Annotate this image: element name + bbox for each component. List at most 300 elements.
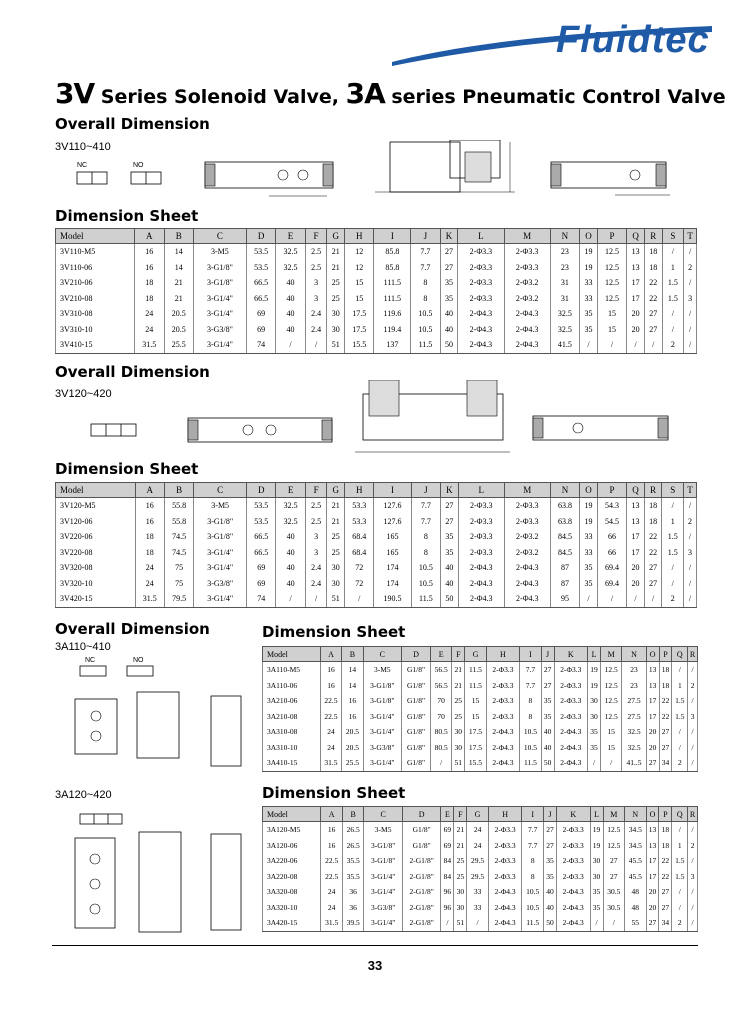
table-cell: 15 bbox=[597, 322, 626, 338]
table-cell: / bbox=[672, 884, 688, 900]
table-cell: 20.5 bbox=[164, 306, 193, 322]
table-cell: 17 bbox=[627, 291, 645, 307]
table-cell: 17.5 bbox=[465, 740, 486, 756]
table-cell: 12.5 bbox=[600, 662, 621, 678]
table-cell: / bbox=[688, 822, 698, 838]
table-cell: 40 bbox=[276, 529, 305, 545]
table-cell: 30 bbox=[590, 869, 603, 885]
table-cell: G1/8" bbox=[402, 709, 431, 725]
overall-dimension-heading: Overall Dimension bbox=[55, 620, 210, 638]
table-cell: 3-G1/8" bbox=[363, 678, 401, 694]
table-cell: 27 bbox=[440, 260, 458, 276]
column-header: K bbox=[440, 229, 458, 244]
table-cell: 1 bbox=[672, 838, 688, 854]
table-cell: 35 bbox=[441, 529, 459, 545]
table-cell: 7.7 bbox=[520, 678, 541, 694]
table-cell: 66 bbox=[597, 529, 626, 545]
table-cell: 27.5 bbox=[622, 693, 646, 709]
table-cell: 27 bbox=[541, 678, 554, 694]
table-row bbox=[263, 662, 698, 678]
table-cell: 2.5 bbox=[305, 244, 327, 260]
table-row bbox=[263, 724, 698, 740]
column-header: K bbox=[556, 807, 590, 822]
table-cell: / bbox=[688, 740, 698, 756]
table-cell: 84 bbox=[441, 869, 454, 885]
table-cell: / bbox=[345, 591, 374, 607]
table-header-row bbox=[56, 229, 697, 244]
column-header: O bbox=[580, 483, 598, 498]
table-cell: 24 bbox=[321, 884, 343, 900]
table-cell: / bbox=[688, 884, 698, 900]
model-cell: 3V210-08 bbox=[56, 291, 135, 307]
table-cell: 24 bbox=[467, 822, 489, 838]
column-header: H bbox=[486, 647, 520, 662]
column-header: P bbox=[597, 483, 626, 498]
table-cell: 26.5 bbox=[342, 838, 364, 854]
table-cell: 2-Φ4.3 bbox=[556, 884, 590, 900]
model-cell: 3A310-10 bbox=[263, 740, 321, 756]
table-cell: 15.5 bbox=[465, 755, 486, 771]
table-row bbox=[56, 244, 697, 260]
table-cell: / bbox=[688, 915, 698, 931]
table-cell: 19 bbox=[580, 260, 598, 276]
table-cell: 40 bbox=[541, 724, 554, 740]
table-cell: 17 bbox=[627, 275, 645, 291]
table-cell: 2-Φ4.3 bbox=[504, 322, 550, 338]
table-cell: 17.5 bbox=[345, 322, 374, 338]
table-cell: 40 bbox=[543, 900, 556, 916]
dimension-sheet-heading: Dimension Sheet bbox=[262, 623, 406, 641]
table-cell: 66.5 bbox=[247, 529, 276, 545]
table-cell: 2.5 bbox=[305, 514, 327, 530]
table-cell: 56.5 bbox=[430, 662, 451, 678]
model-cell: 3V220-06 bbox=[56, 529, 136, 545]
table-cell: 12 bbox=[345, 260, 374, 276]
table-cell: 12.5 bbox=[597, 275, 626, 291]
table-cell: 22 bbox=[659, 853, 672, 869]
table-cell: 2-Φ3.3 bbox=[458, 244, 504, 260]
table-cell: 18 bbox=[644, 514, 662, 530]
table-cell: 22.5 bbox=[320, 693, 341, 709]
table-cell: 24 bbox=[321, 900, 343, 916]
table-cell: / bbox=[662, 498, 684, 514]
table-cell: 2-Φ4.3 bbox=[458, 337, 504, 353]
table-cell: 7.7 bbox=[411, 260, 440, 276]
table-cell: 30 bbox=[452, 724, 465, 740]
model-cell: 3A120-06 bbox=[263, 838, 321, 854]
table-cell: 35 bbox=[580, 576, 598, 592]
table-cell: 3-G1/4" bbox=[363, 709, 401, 725]
table-cell: / bbox=[672, 900, 688, 916]
footer-divider bbox=[52, 945, 698, 946]
table-cell: 3 bbox=[305, 291, 327, 307]
table-cell: 174 bbox=[374, 560, 411, 576]
column-header: B bbox=[342, 807, 364, 822]
table-cell: 3-G1/4" bbox=[194, 545, 247, 561]
table-cell: 12.5 bbox=[600, 678, 621, 694]
table-cell: 30 bbox=[327, 576, 345, 592]
table-cell: 11.5 bbox=[465, 662, 486, 678]
column-header: A bbox=[321, 807, 343, 822]
table-cell: 35.5 bbox=[342, 853, 364, 869]
dimension-table-3a120 bbox=[262, 806, 698, 932]
table-cell: 27 bbox=[644, 322, 662, 338]
table-cell: 53.3 bbox=[345, 498, 374, 514]
column-header: N bbox=[550, 483, 579, 498]
table-cell: 20 bbox=[646, 884, 659, 900]
column-header: J bbox=[543, 807, 556, 822]
table-cell: 27 bbox=[644, 306, 662, 322]
table-cell: / bbox=[644, 591, 662, 607]
table-cell: 85.8 bbox=[374, 260, 411, 276]
table-cell: 23 bbox=[622, 662, 646, 678]
page-number: 33 bbox=[367, 958, 383, 973]
table-cell: 12.5 bbox=[600, 709, 621, 725]
model-cell: 3V320-10 bbox=[56, 576, 136, 592]
table-row bbox=[56, 514, 697, 530]
table-cell: 35 bbox=[441, 545, 459, 561]
column-header: Q bbox=[627, 229, 645, 244]
table-cell: 27 bbox=[441, 498, 459, 514]
table-cell: 11.5 bbox=[465, 678, 486, 694]
table-cell: 2-Φ4.3 bbox=[556, 900, 590, 916]
table-cell: 40 bbox=[276, 275, 305, 291]
model-cell: 3V120-M5 bbox=[56, 498, 136, 514]
overall-dimension-heading: Overall Dimension bbox=[55, 363, 210, 381]
table-cell: / bbox=[688, 853, 698, 869]
table-cell: 2 bbox=[684, 260, 697, 276]
table-cell: 3-G3/8" bbox=[363, 740, 401, 756]
table-cell: 2-Φ3.3 bbox=[554, 709, 588, 725]
table-cell: 25 bbox=[452, 693, 465, 709]
table-cell: 20 bbox=[627, 576, 645, 592]
column-header: A bbox=[320, 647, 341, 662]
table-cell: / bbox=[684, 498, 697, 514]
column-header: C bbox=[194, 483, 247, 498]
table-cell: 2-Φ4.3 bbox=[504, 560, 550, 576]
column-header: J bbox=[411, 483, 440, 498]
table-cell: 20.5 bbox=[342, 724, 363, 740]
table-cell: 12.5 bbox=[603, 822, 625, 838]
table-cell: 21 bbox=[327, 244, 345, 260]
table-cell: 2-Φ3.3 bbox=[488, 822, 522, 838]
table-cell: 2-Φ3.3 bbox=[554, 693, 588, 709]
table-row bbox=[56, 291, 697, 307]
table-cell: 12.5 bbox=[597, 244, 626, 260]
table-cell: 2-Φ3.3 bbox=[458, 498, 504, 514]
table-cell: 26.5 bbox=[342, 822, 364, 838]
table-cell: 15 bbox=[600, 724, 621, 740]
table-cell: 33 bbox=[467, 884, 489, 900]
model-cell: 3A210-06 bbox=[263, 693, 321, 709]
table-cell: 18 bbox=[644, 244, 662, 260]
table-cell: 2-Φ3.3 bbox=[458, 529, 504, 545]
table-row bbox=[263, 900, 698, 916]
table-cell: 30 bbox=[590, 853, 603, 869]
table-cell: 127.6 bbox=[374, 514, 411, 530]
table-cell: 27 bbox=[644, 560, 662, 576]
drawing-3v120 bbox=[55, 380, 705, 462]
column-header: M bbox=[504, 483, 550, 498]
table-cell: 40 bbox=[541, 740, 554, 756]
table-cell: 2-Φ4.3 bbox=[556, 915, 590, 931]
table-cell: 2-Φ3.3 bbox=[556, 822, 590, 838]
table-cell: 25 bbox=[454, 853, 467, 869]
table-cell: G1/8" bbox=[402, 822, 441, 838]
table-cell: 25 bbox=[327, 529, 345, 545]
table-row bbox=[263, 869, 698, 885]
nc-label: NC bbox=[85, 657, 96, 664]
table-cell: 7.7 bbox=[522, 822, 544, 838]
table-cell: 27 bbox=[659, 740, 672, 756]
table-row bbox=[56, 260, 697, 276]
table-cell: 15 bbox=[465, 709, 486, 725]
column-header: B bbox=[164, 229, 193, 244]
table-cell: 27 bbox=[543, 822, 556, 838]
table-cell: 1 bbox=[672, 678, 688, 694]
column-header: L bbox=[588, 647, 601, 662]
model-cell: 3V110-06 bbox=[56, 260, 135, 276]
table-cell: 69 bbox=[441, 838, 454, 854]
model-cell: 3A320-10 bbox=[263, 900, 321, 916]
table-cell: G1/8" bbox=[402, 662, 431, 678]
table-cell: 13 bbox=[646, 678, 659, 694]
table-cell: 35 bbox=[580, 322, 598, 338]
table-cell: 3-G1/4" bbox=[364, 915, 403, 931]
table-cell: 48 bbox=[625, 900, 647, 916]
model-range-label: 3A120~420 bbox=[55, 789, 112, 801]
table-cell: 2-G1/8" bbox=[402, 853, 441, 869]
table-cell: / bbox=[684, 306, 697, 322]
table-cell: 31 bbox=[550, 291, 579, 307]
table-cell: G1/8" bbox=[402, 678, 431, 694]
table-cell: 3 bbox=[688, 709, 698, 725]
table-cell: 15 bbox=[597, 306, 626, 322]
table-cell: 33 bbox=[580, 545, 598, 561]
no-label: NO bbox=[133, 162, 144, 169]
table-cell: 20 bbox=[627, 322, 645, 338]
table-cell: / bbox=[276, 337, 305, 353]
table-cell: 2-Φ3.3 bbox=[556, 838, 590, 854]
table-cell: G1/8" bbox=[402, 838, 441, 854]
table-cell: 15 bbox=[345, 275, 374, 291]
table-row bbox=[263, 822, 698, 838]
table-cell: 25.5 bbox=[164, 337, 193, 353]
table-cell: 25.5 bbox=[342, 755, 363, 771]
table-cell: 2-Φ4.3 bbox=[488, 884, 522, 900]
column-header: E bbox=[276, 229, 305, 244]
table-cell: 27 bbox=[659, 884, 672, 900]
table-cell: 53.5 bbox=[246, 260, 275, 276]
table-cell: 27 bbox=[646, 755, 659, 771]
table-cell: 2-Φ3.3 bbox=[458, 291, 504, 307]
table-cell: 17.5 bbox=[345, 306, 374, 322]
table-cell: 20 bbox=[646, 740, 659, 756]
table-cell: / bbox=[305, 591, 327, 607]
table-cell: 2-Φ3.2 bbox=[504, 529, 550, 545]
table-cell: / bbox=[688, 900, 698, 916]
column-header: F bbox=[305, 483, 327, 498]
table-cell: 53.5 bbox=[246, 244, 275, 260]
table-cell: 22 bbox=[644, 275, 662, 291]
table-cell: 74.5 bbox=[164, 545, 193, 561]
table-cell: 35 bbox=[543, 853, 556, 869]
column-header: D bbox=[402, 647, 431, 662]
model-cell: 3A310-08 bbox=[263, 724, 321, 740]
table-cell: 35 bbox=[588, 740, 601, 756]
table-cell: 30 bbox=[588, 709, 601, 725]
brand-logo: Fluidtec bbox=[556, 19, 710, 61]
table-cell: 1.5 bbox=[662, 529, 684, 545]
table-cell: 1 bbox=[662, 514, 684, 530]
model-cell: 3V110-M5 bbox=[56, 244, 135, 260]
table-cell: 22 bbox=[644, 529, 662, 545]
table-cell: 2-G1/8" bbox=[402, 884, 441, 900]
table-cell: 24 bbox=[135, 322, 164, 338]
table-cell: 174 bbox=[374, 576, 411, 592]
table-cell: 70 bbox=[430, 709, 451, 725]
model-cell: 3V420-15 bbox=[56, 591, 136, 607]
table-row bbox=[56, 529, 697, 545]
table-cell: 1.5 bbox=[672, 709, 688, 725]
table-cell: 13 bbox=[627, 244, 645, 260]
table-cell: 30.5 bbox=[603, 900, 625, 916]
table-cell: / bbox=[688, 724, 698, 740]
table-cell: 1.5 bbox=[662, 545, 684, 561]
table-cell: 53.3 bbox=[345, 514, 374, 530]
table-cell: 69 bbox=[247, 560, 276, 576]
table-cell: 12.5 bbox=[597, 291, 626, 307]
table-cell: 3-G1/4" bbox=[364, 869, 403, 885]
column-header: C bbox=[363, 647, 401, 662]
table-cell: 12.5 bbox=[600, 693, 621, 709]
table-cell: 22 bbox=[644, 291, 662, 307]
table-cell: 11.5 bbox=[522, 915, 544, 931]
table-cell: / bbox=[684, 529, 697, 545]
table-cell: / bbox=[580, 337, 598, 353]
column-header: H bbox=[488, 807, 522, 822]
table-cell: 63.8 bbox=[550, 498, 579, 514]
table-cell: 50 bbox=[543, 915, 556, 931]
table-cell: 2-Φ4.3 bbox=[554, 724, 588, 740]
column-header: D bbox=[246, 229, 275, 244]
table-cell: 19 bbox=[590, 838, 603, 854]
table-cell: 11.5 bbox=[411, 337, 440, 353]
table-cell: 2-Φ3.3 bbox=[504, 244, 550, 260]
table-cell: G1/8" bbox=[402, 755, 431, 771]
table-row bbox=[56, 306, 697, 322]
table-cell: 3-G1/8" bbox=[364, 853, 403, 869]
table-cell: 96 bbox=[441, 900, 454, 916]
table-cell: 20 bbox=[627, 306, 645, 322]
column-header: G bbox=[327, 483, 345, 498]
column-header: F bbox=[454, 807, 467, 822]
table-cell: 2.5 bbox=[305, 260, 327, 276]
model-cell: 3A320-08 bbox=[263, 884, 321, 900]
table-cell: 31.5 bbox=[135, 591, 164, 607]
column-header: N bbox=[550, 229, 579, 244]
table-cell: G1/8" bbox=[402, 724, 431, 740]
column-header: Model bbox=[263, 807, 321, 822]
table-cell: 27.5 bbox=[622, 709, 646, 725]
table-cell: 79.5 bbox=[164, 591, 193, 607]
table-cell: 2-Φ4.3 bbox=[486, 740, 520, 756]
table-cell: 2.4 bbox=[305, 576, 327, 592]
table-cell: 35 bbox=[440, 291, 458, 307]
table-cell: 3-G1/4" bbox=[193, 306, 246, 322]
table-cell: 2-Φ3.3 bbox=[554, 678, 588, 694]
table-cell: / bbox=[644, 337, 662, 353]
table-cell: 25 bbox=[454, 869, 467, 885]
table-cell: 18 bbox=[644, 260, 662, 276]
table-cell: 2-Φ3.3 bbox=[488, 869, 522, 885]
table-row bbox=[56, 576, 697, 592]
table-cell: 40 bbox=[440, 306, 458, 322]
table-cell: 69 bbox=[246, 306, 275, 322]
model-cell: 3V410-15 bbox=[56, 337, 135, 353]
table-cell: 30 bbox=[454, 900, 467, 916]
table-cell: 2.5 bbox=[305, 498, 327, 514]
model-cell: 3V210-06 bbox=[56, 275, 135, 291]
table-cell: 10.5 bbox=[411, 560, 440, 576]
table-cell: 3-G1/8" bbox=[194, 514, 247, 530]
drawing-3v110 bbox=[55, 140, 705, 212]
table-row bbox=[263, 853, 698, 869]
table-cell: 84.5 bbox=[550, 545, 579, 561]
column-header: R bbox=[688, 807, 698, 822]
table-cell: 111.5 bbox=[374, 275, 411, 291]
table-cell: 7.7 bbox=[411, 244, 440, 260]
table-cell: / bbox=[684, 576, 697, 592]
model-cell: 3A220-06 bbox=[263, 853, 321, 869]
column-header: K bbox=[554, 647, 588, 662]
table-cell: 8 bbox=[411, 545, 440, 561]
column-header: S bbox=[662, 483, 684, 498]
table-cell: / bbox=[684, 244, 697, 260]
column-header: I bbox=[374, 229, 411, 244]
table-cell: 13 bbox=[646, 662, 659, 678]
table-cell: 72 bbox=[345, 576, 374, 592]
table-cell: 63.8 bbox=[550, 514, 579, 530]
table-cell: 95 bbox=[550, 591, 579, 607]
table-cell: 10.5 bbox=[522, 900, 544, 916]
table-cell: 10.5 bbox=[520, 724, 541, 740]
table-cell: / bbox=[684, 560, 697, 576]
column-header: E bbox=[430, 647, 451, 662]
table-cell: 40 bbox=[276, 291, 305, 307]
table-cell: / bbox=[688, 693, 698, 709]
table-cell: 2.4 bbox=[305, 322, 327, 338]
table-cell: 31.5 bbox=[135, 337, 164, 353]
table-cell: 24 bbox=[135, 560, 164, 576]
table-cell: 11.5 bbox=[520, 755, 541, 771]
column-header: P bbox=[659, 807, 672, 822]
table-cell: 69.4 bbox=[597, 560, 626, 576]
table-cell: 34.5 bbox=[625, 838, 647, 854]
table-cell: 2-Φ3.2 bbox=[504, 291, 550, 307]
table-cell: 119.4 bbox=[374, 322, 411, 338]
table-cell: 20.5 bbox=[164, 322, 193, 338]
column-header: S bbox=[662, 229, 684, 244]
table-cell: 30 bbox=[327, 306, 345, 322]
table-header-row bbox=[263, 647, 698, 662]
table-cell: 30 bbox=[327, 560, 345, 576]
table-cell: / bbox=[662, 244, 684, 260]
table-cell: 21 bbox=[327, 260, 345, 276]
table-cell: 3-G1/8" bbox=[194, 529, 247, 545]
table-cell: 2.4 bbox=[305, 560, 327, 576]
table-cell: 25 bbox=[327, 291, 345, 307]
